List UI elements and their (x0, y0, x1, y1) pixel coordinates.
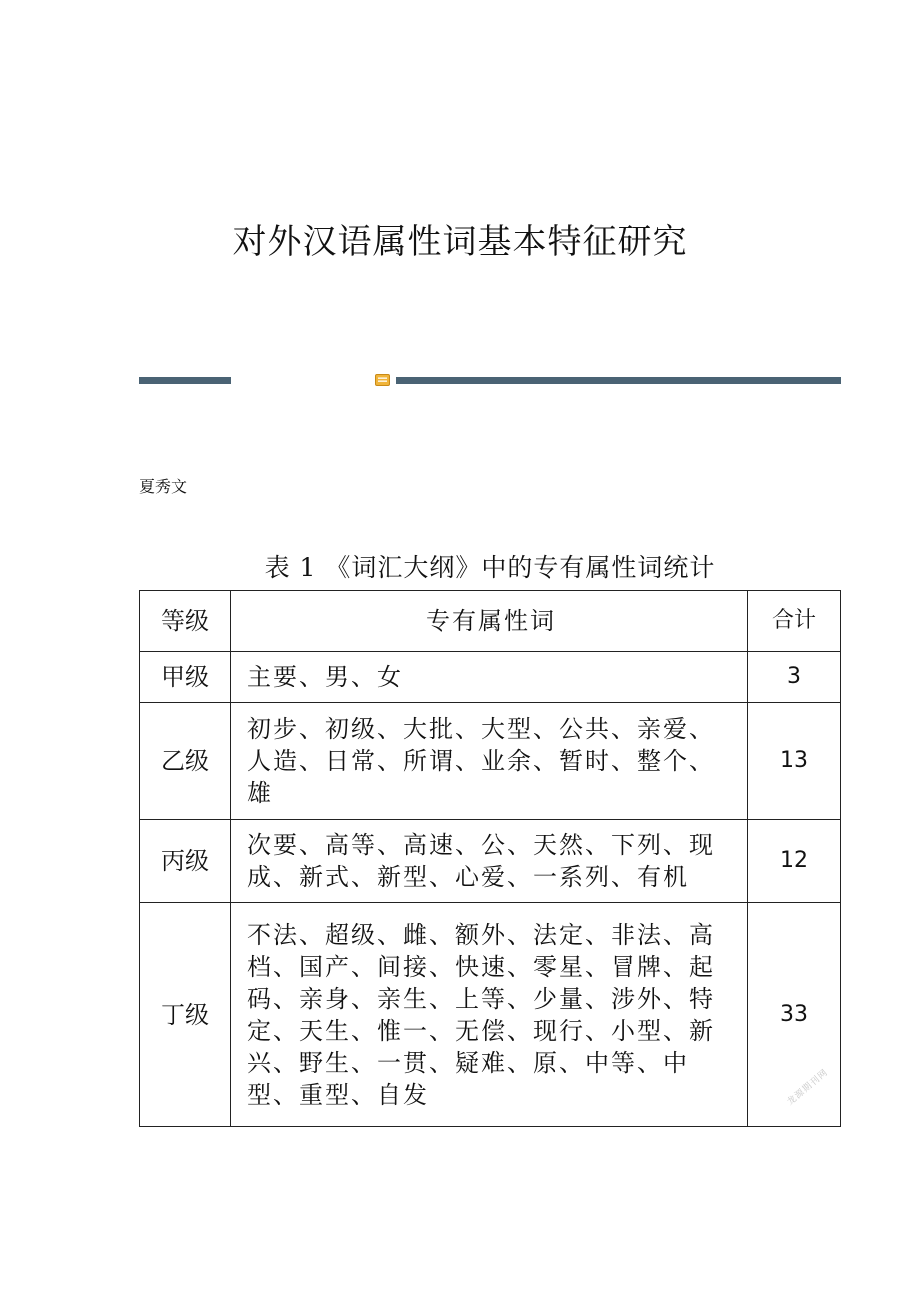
row-words: 主要、男、女 (231, 652, 748, 703)
row-words: 初步、初级、大批、大型、公共、亲爱、人造、日常、所谓、业余、暂时、整个、雄 (231, 703, 748, 820)
row-level: 丁级 (140, 903, 231, 1127)
table-row (140, 652, 841, 703)
attributive-words-table (139, 590, 841, 1127)
row-level: 甲级 (140, 652, 231, 703)
row-total: 13 (748, 703, 841, 820)
author-name: 夏秀文 (139, 477, 188, 496)
table-caption: 表 1 《词汇大纲》中的专有属性词统计 (264, 553, 716, 582)
document-title: 对外汉语属性词基本特征研究 (232, 222, 688, 262)
row-total: 3 (748, 652, 841, 703)
table-header-row (140, 591, 841, 652)
title-divider (139, 374, 841, 386)
table-row (140, 903, 841, 1127)
row-words: 次要、高等、高速、公、天然、下列、现成、新式、新型、心爱、一系列、有机 (231, 820, 748, 903)
header-words: 专有属性词 (231, 591, 748, 652)
divider-bar-left (139, 377, 231, 384)
row-total: 33 (748, 903, 841, 1127)
row-level: 乙级 (140, 703, 231, 820)
table-row (140, 820, 841, 903)
row-words: 不法、超级、雌、额外、法定、非法、高档、国产、间接、快速、零星、冒牌、起码、亲身、亲生、上等、少量、涉外、特定、天生、惟一、无偿、现行、小型、新兴、野生、一贯、疑难、原、中等、中型、重型、自发 (231, 903, 748, 1127)
header-level: 等级 (140, 591, 231, 652)
document-icon (375, 374, 390, 386)
watermark: 龙源期刊网 (785, 1067, 831, 1108)
table-row (140, 703, 841, 820)
header-total: 合计 (748, 591, 841, 652)
row-level: 丙级 (140, 820, 231, 903)
divider-bar-right (396, 377, 841, 384)
row-total: 12 (748, 820, 841, 903)
